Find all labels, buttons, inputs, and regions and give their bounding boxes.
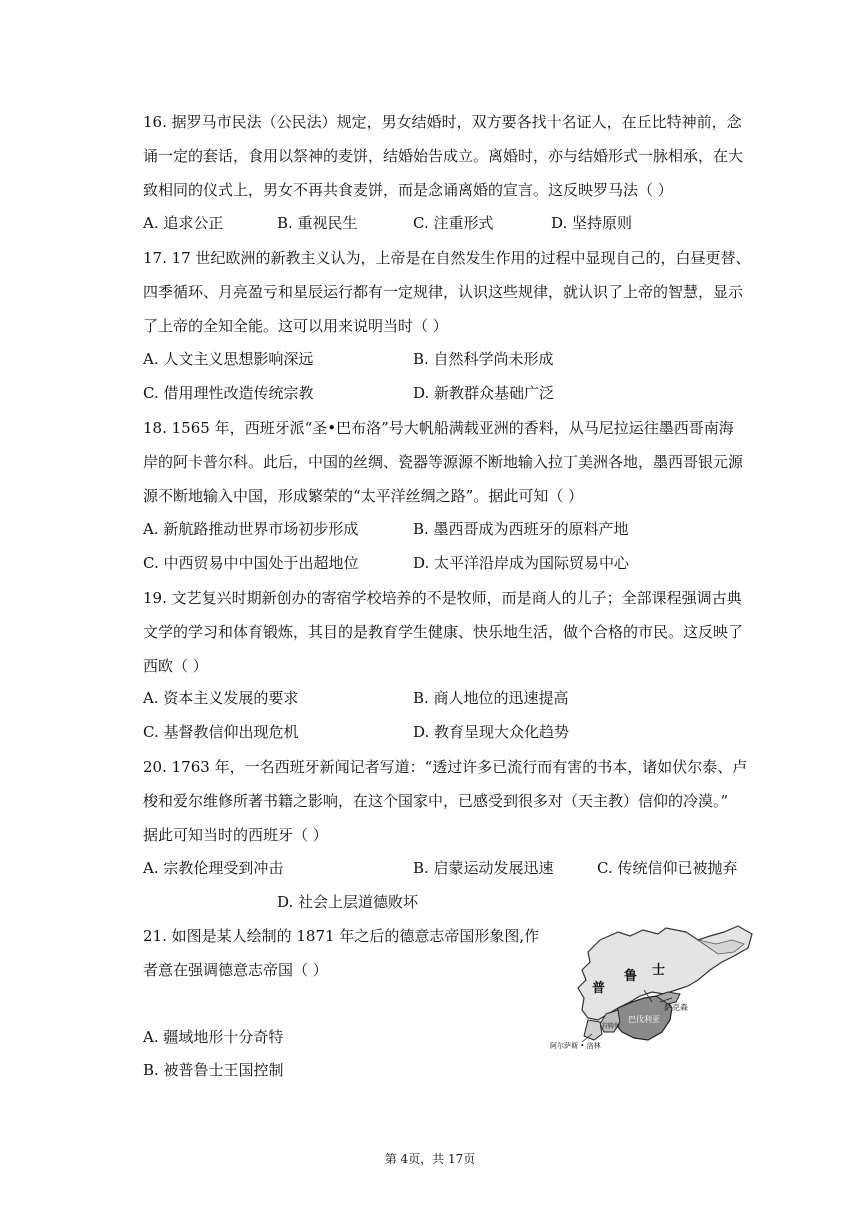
german-empire-map xyxy=(548,922,756,1057)
q17-option-a: A. 人文主义思想影响深远 xyxy=(143,350,314,368)
q19-stem-line-3: 西欧（ ） xyxy=(143,657,208,675)
q19-option-a: A. 资本主义发展的要求 xyxy=(143,689,299,707)
q17-stem-line-3: 了上帝的全知全能。这可以用来说明当时（ ） xyxy=(143,317,448,335)
map-label-wurttemberg: 符腾堡 xyxy=(602,1023,621,1030)
q17-option-c: C. 借用理性改造传统宗教 xyxy=(143,384,314,402)
page-footer: 第 4页，共 17页 xyxy=(384,1152,476,1166)
q19-stem-line-1: 19. 文艺复兴时期新创办的寄宿学校培养的不是牧师，而是商人的儿子；全部课程强调古典 xyxy=(143,589,742,607)
q20-option-a: A. 宗教伦理受到冲击 xyxy=(143,859,284,877)
q19-option-b: B. 商人地位的迅速提高 xyxy=(413,689,569,707)
q16-option-b: B. 重视民生 xyxy=(277,214,358,232)
q18-option-a: A. 新航路推动世界市场初步形成 xyxy=(143,520,359,538)
q20-stem-line-2: 梭和爱尔维修所著书籍之影响，在这个国家中，已感受到很多对（天主教）信仰的冷漠。” xyxy=(143,792,729,810)
map-label-bavaria: 巴伐利亚 xyxy=(628,1015,660,1024)
q17-option-d: D. 新教群众基础广泛 xyxy=(413,384,555,402)
map-label-shi: 士 xyxy=(652,963,666,978)
q16-stem-line-1: 16. 据罗马市民法（公民法）规定，男女结婚时，双方要各找十名证人，在丘比特神前，念 xyxy=(143,113,742,131)
q20-stem-line-1: 20. 1763 年，一名西班牙新闻记者写道：“透过许多已流行而有害的书本，诸如伏尔泰、卢 xyxy=(143,758,748,776)
q18-option-c: C. 中西贸易中中国处于出超地位 xyxy=(143,554,359,572)
q16-stem-line-3: 致相同的仪式上，男女不再共食麦饼，而是念诵离婚的宣言。这反映罗马法（ ） xyxy=(143,181,673,199)
q20-stem-line-3: 据此可知当时的西班牙（ ） xyxy=(143,826,328,844)
q19-option-c: C. 基督教信仰出现危机 xyxy=(143,723,299,741)
q19-option-d: D. 教育呈现大众化趋势 xyxy=(413,723,570,741)
map-label-alsace-lorraine: 阿尔萨斯 • 洛林 xyxy=(550,1042,601,1050)
q20-option-b: B. 启蒙运动发展迅速 xyxy=(413,859,554,877)
q19-stem-line-2: 文学的学习和体育锻炼，其目的是教育学生健康、快乐地生活，做个合格的市民。这反映了 xyxy=(143,623,744,641)
q18-stem-line-3: 源不断地输入中国，形成繁荣的“太平洋丝绸之路”。据此可知（ ） xyxy=(143,487,584,505)
q18-option-b: B. 墨西哥成为西班牙的原料产地 xyxy=(413,520,629,538)
q16-option-d: D. 坚持原则 xyxy=(551,214,633,232)
q16-stem-line-2: 诵一定的套话，食用以祭神的麦饼，结婚始告成立。离婚时，亦与结婚形式一脉相承，在大 xyxy=(143,147,744,165)
q16-option-a: A. 追求公正 xyxy=(143,214,224,232)
q16-option-c: C. 注重形式 xyxy=(413,214,494,232)
map-label-lu: 鲁 xyxy=(624,969,638,984)
q18-stem-line-1: 18. 1565 年，西班牙派“圣•巴布洛”号大帆船满载亚洲的香料，从马尼拉运往墨西哥南海 xyxy=(143,419,734,437)
q20-option-c: C. 传统信仰已被抛弃 xyxy=(597,859,738,877)
q18-option-d: D. 太平洋沿岸成为国际贸易中心 xyxy=(413,554,630,572)
q20-option-d: D. 社会上层道德败坏 xyxy=(277,893,419,911)
q21-stem-line-1: 21. 如图是某人绘制的 1871 年之后的德意志帝国形象图,作 xyxy=(143,927,540,945)
map-label-pu: 普 xyxy=(592,981,606,996)
alsace-lorraine-region xyxy=(584,1020,602,1040)
q18-stem-line-2: 岸的阿卡普尔科。此后，中国的丝绸、瓷器等源源不断地输入拉丁美洲各地，墨西哥银元源 xyxy=(143,453,744,471)
q21-option-a: A. 疆域地形十分奇特 xyxy=(143,1028,284,1046)
q21-stem-line-2: 者意在强调德意志帝国（ ） xyxy=(143,961,328,979)
q17-stem-line-2: 四季循环、月亮盈亏和星辰运行都有一定规律，认识这些规律，就认识了上帝的智慧，显示 xyxy=(143,283,744,301)
map-label-saxony: 萨克森 xyxy=(664,1003,688,1012)
q17-stem-line-1: 17. 17 世纪欧洲的新教主义认为，上帝是在自然发生作用的过程中显现自己的，白昼更替、 xyxy=(143,249,751,267)
q17-option-b: B. 自然科学尚未形成 xyxy=(413,350,554,368)
q21-option-b: B. 被普鲁士王国控制 xyxy=(143,1061,284,1079)
